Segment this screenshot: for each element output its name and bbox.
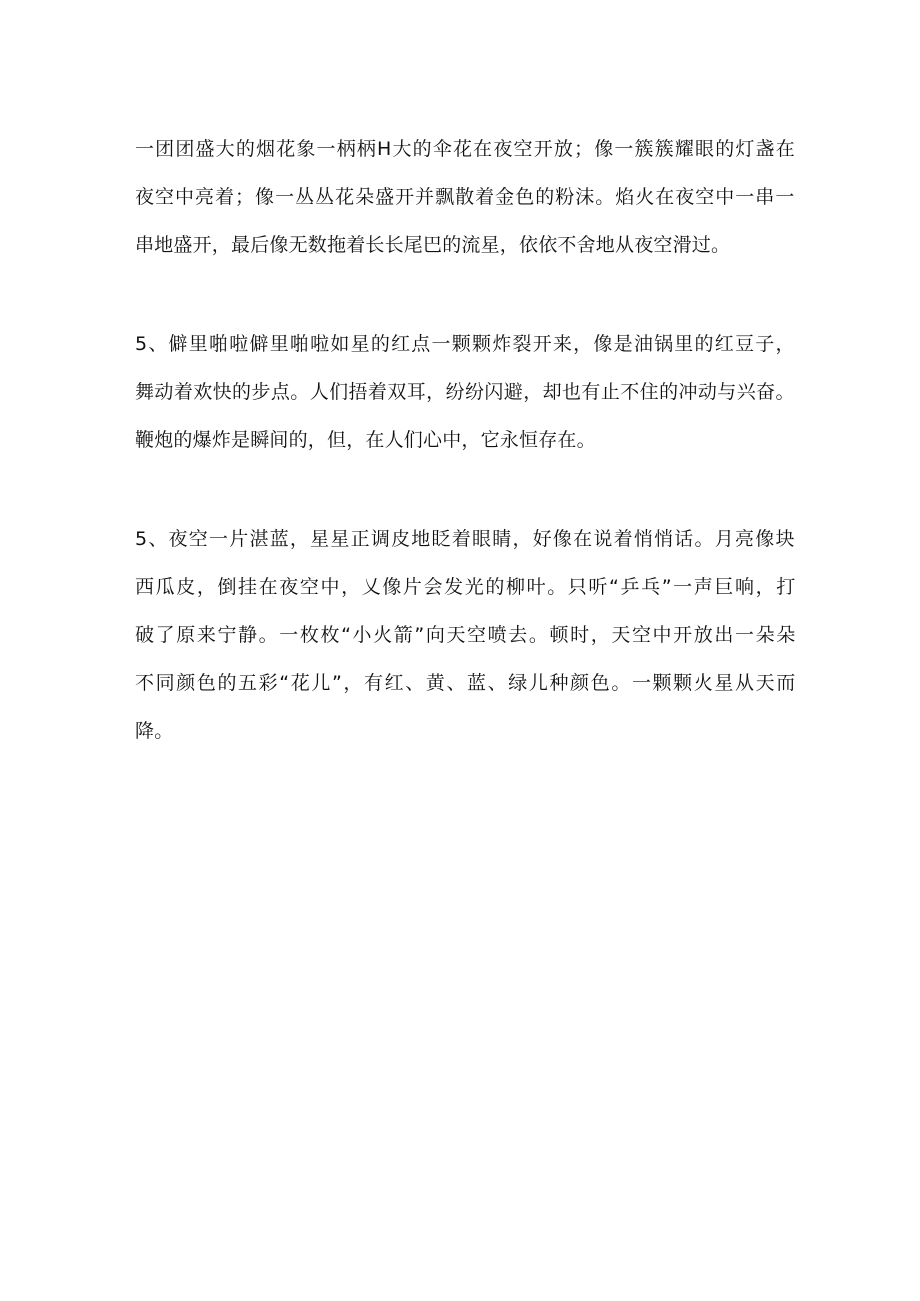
text-line: 降。 [135,720,174,742]
text-line: 夜空中亮着；像一丛丛花朵盛开并飘散着金色的粉沫。焰火在夜空中一串一 [135,186,796,208]
text-line: 不同颜色的五彩“花儿”，有红、黄、蓝、绿儿种颜色。一颗颗火星从天而 [135,672,797,694]
text-line: 5、夜空一片湛蓝，星星正调皮地眨着眼睛，好像在说着悄悄话。月亮像块 [135,528,796,550]
text-line: 西瓜皮，倒挂在夜空中，乂像片会发光的柳叶。只听“乒乓”一声巨响，打 [135,576,797,598]
text-line: 鞭炮的爆炸是瞬间的，但，在人们心中，它永恒存在。 [135,429,596,451]
text-line: 串地盛开，最后像无数拖着长长尾巴的流星，依依不舍地从夜空滑过。 [135,234,731,256]
text-line: 5、僻里啪啦僻里啪啦如星的红点一颗颗炸裂开来，像是油锅里的红豆子， [135,333,796,355]
paragraph-night-sky [135,515,795,755]
text-line: 舞动着欢快的步点。人们捂着双耳，纷纷闪避，却也有止不住的冲动与兴奋。 [135,381,795,403]
text-line: 破了原来宁静。一枚枚“小火箭”向天空喷去。顿时，天空中开放出一朵朵 [135,624,797,646]
paragraph-fireworks [135,125,795,269]
text-line: 一团团盛大的烟花象一柄柄H大的伞花在夜空开放；像一簇簇耀眼的灯盏在 [135,138,796,160]
paragraph-firecrackers [135,320,795,464]
